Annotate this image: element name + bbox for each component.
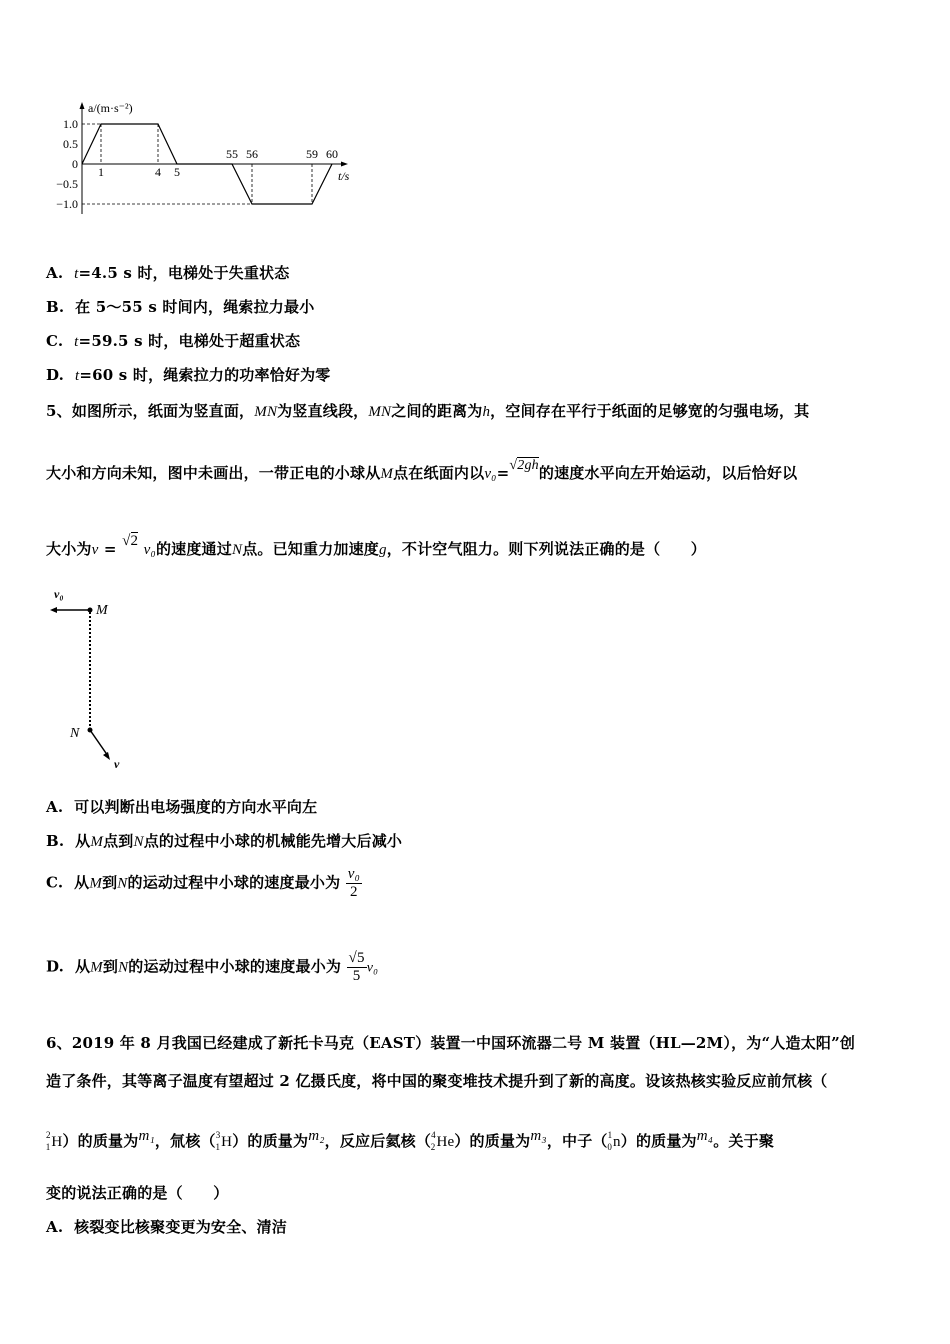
y-tick-label: 0.5 [63,137,78,151]
v-arrowhead [103,752,110,760]
q6-stem-line-4: 变的说法正确的是（ ） [46,1184,229,1202]
q5-stem-line-3: 大小为v = √2 v₀的速度通过N点。已知重力加速度g，不计空气阻力。则下列说法正确的是（ ） [46,533,706,558]
y-axis-arrow [80,102,85,109]
q5-option-d: D. 从M到N的运动过程中小球的速度最小为 $\frac{√5}{5}$ v₀ [46,950,379,984]
nuclide-neutron: $^1_0$n [607,1130,621,1152]
x-tick-label: 1 [98,165,104,179]
q5-option-c: C. 从M到N的运动过程中小球的速度最小为 $\frac{\text{v₀}}{2}$ [46,866,361,900]
q6-option-a: A. 核裂变比核聚变更为安全、清洁 [46,1218,287,1236]
nuclide-helium: $^4_2$He [430,1130,455,1152]
sqrt-2: √2 [122,533,139,549]
y-tick-label: 0 [72,157,78,171]
q5-stem-line-2: 大小和方向未知，图中未画出，一带正电的小球从M点在纸面内以v₀=√2gh的速度水平向左开始运动，以后恰好以 [46,458,798,482]
point-m [88,608,93,613]
y-tick-labels [56,117,78,211]
v0-arrowhead [50,607,57,613]
y-tick-label: −1.0 [56,197,78,211]
x-tick-label: 56 [246,147,258,161]
x-axis-label: t/s [338,169,350,183]
x-tick-label: 60 [326,147,338,161]
q4-option-a: A. t=4.5 s 时，电梯处于失重状态 [46,264,290,282]
q4-option-c: C. t=59.5 s 时，电梯处于超重状态 [46,332,301,350]
x-tick-label: 5 [174,165,180,179]
q4-option-b: B. 在 5～55 s 时间内，绳索拉力最小 [46,298,315,316]
sqrt-2gh: √2gh [509,458,539,473]
q5-option-a: A. 可以判断出电场强度的方向水平向左 [46,798,318,816]
y-tick-label: 1.0 [63,117,78,131]
m-label: M [96,603,108,618]
acceleration-time-graph [40,96,370,226]
q6-stem-line-2: 造了条件，其等离子温度有望超过 2 亿摄氏度，将中国的聚变堆技术提升到了新的高度。设该热核实验反应前氘核（ [46,1072,828,1090]
q6-stem-line-3: $^2_1$H）的质量为m₁，氚核（$^3_1$H）的质量为m₂，反应后氦核（$^4_2$He）的质量为m₃，中子（$^1_0$n）的质量为m₄。关于聚 [45,1128,775,1152]
x-tick-label: 4 [155,165,161,179]
x-tick-label: 59 [306,147,318,161]
q5-stem-line-1: 5、如图所示，纸面为竖直面，MN为竖直线段，MN之间的距离为h，空间存在平行于纸面的足够宽的匀强电场，其 [46,402,810,420]
q5-option-b: B. 从M点到N点的过程中小球的机械能先增大后减小 [46,832,403,850]
x-axis-arrow [341,162,348,167]
n-label: N [70,726,80,741]
nuclide-tritium: $^3_1$H [215,1130,233,1152]
y-tick-label: −0.5 [56,177,78,191]
y-axis-label: a/(m·s⁻²) [88,101,133,115]
v-arrow [90,730,108,756]
x-tick-label: 55 [226,147,238,161]
fraction-v0-over-2: $\frac{\text{v₀}}{2}$ [347,866,361,900]
q4-option-d: D. t=60 s 时，绳索拉力的功率恰好为零 [46,366,331,384]
v0-label: v₀ [54,587,64,601]
q5-figure [44,584,154,774]
nuclide-deuterium: $^2_1$H [45,1130,63,1152]
fraction-sqrt5-over-5: $\frac{√5}{5}$ [348,950,365,984]
q6-stem-line-1: 6、2019 年 8 月我国已经建成了新托卡马克（EAST）装置一中国环流器二号 M 装置（HL—2M），为“人造太阳”创 [46,1034,856,1052]
v-label: v [114,757,120,771]
x-tick-labels [98,147,338,179]
